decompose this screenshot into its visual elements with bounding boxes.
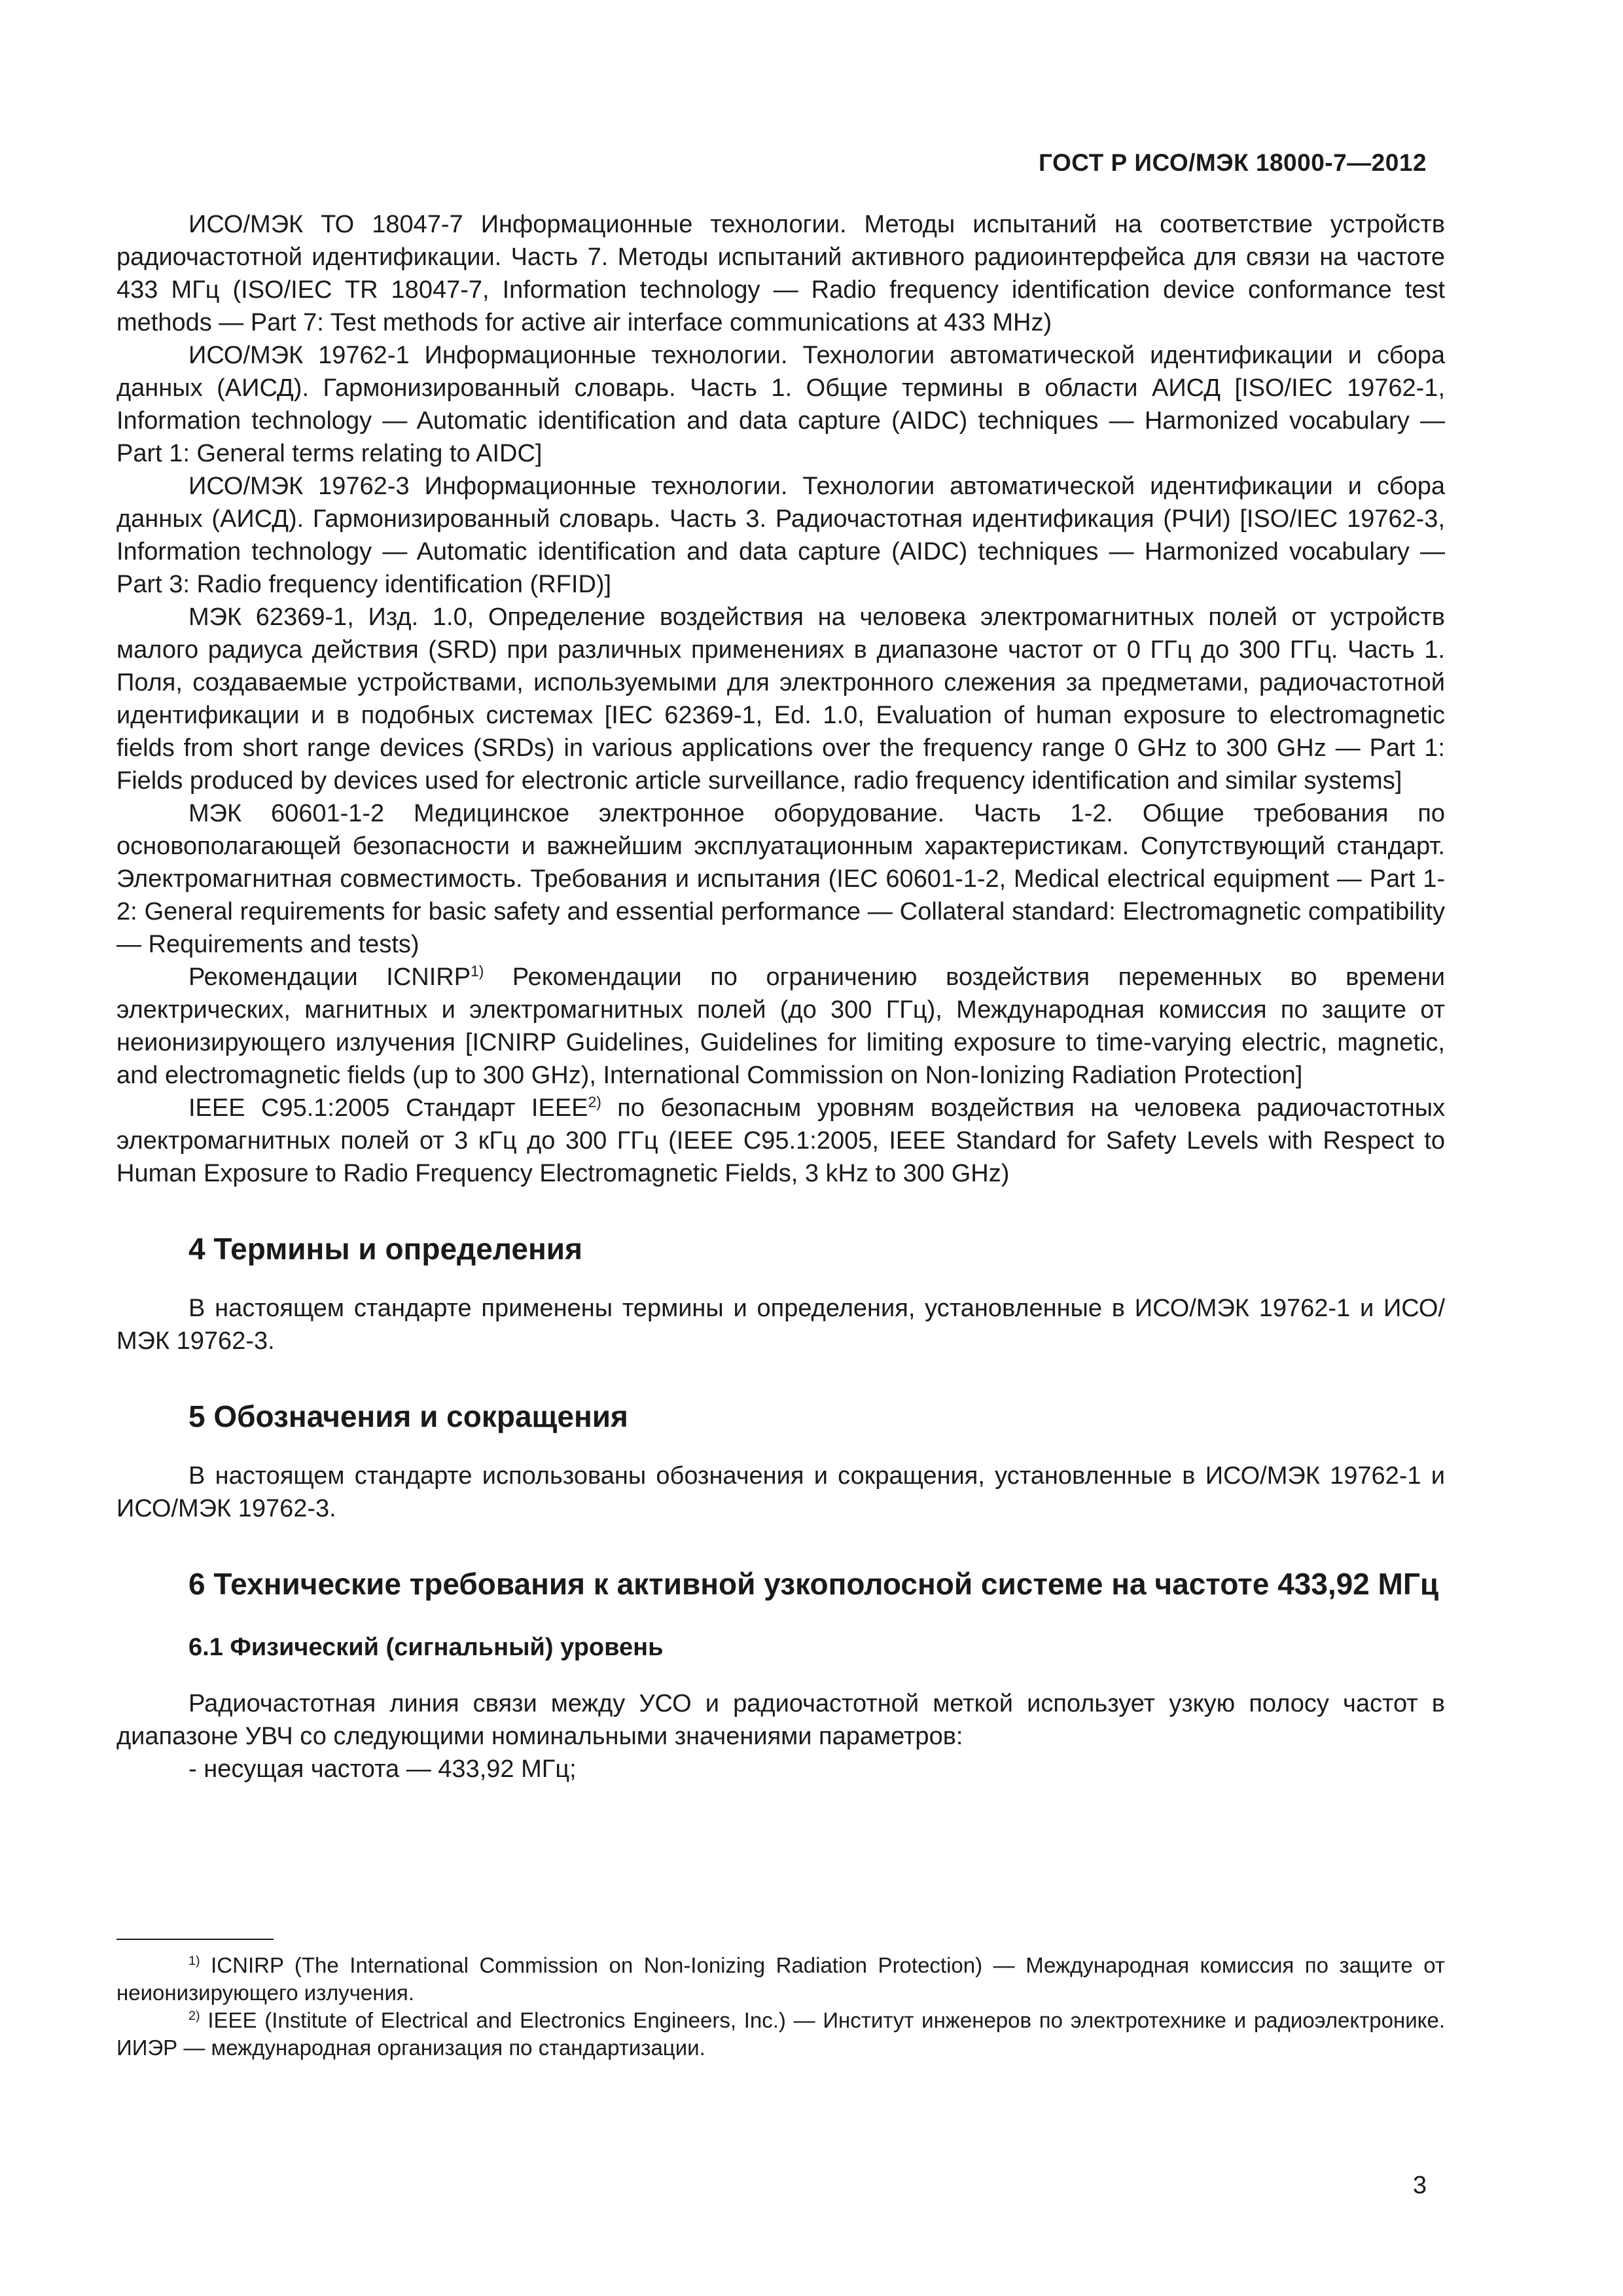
- reference-prefix: Рекомендации ICNIRP: [188, 963, 471, 991]
- section-heading: 4 Термины и определения: [188, 1232, 582, 1266]
- page-number: 3: [1412, 2172, 1427, 2199]
- reference-item: МЭК 60601-1-2 Медицинское электронное оборудование. Часть 1-2. Общие требования по основополагающей безопасности и важнейшим эксплуатационным характеристикам. Сопутствующий стандарт. Электромагнитная совместимость. Требования и испытания (IEC 60601-1-2, Medical electrical equipment — Part 1-2: General requirements for basic safety and essential performance — Collateral standard: Electromagnetic compatibility — Requirements and tests): [116, 800, 1445, 958]
- main-content: [116, 208, 1445, 1785]
- reference-item: ИСО/МЭК 19762-3 Информационные технологии. Технологии автоматической идентификации и сбора данных (АИСД). Гармонизированный словарь. Часть 3. Радиочастотная идентификация (РЧИ) [ISO/IEC 19762-3, Information technology — Automatic identification and data capture (AIDC) techniques — Harmonized vocabulary — Part 3: Radio frequency identification (RFID)]: [116, 473, 1445, 598]
- subsection-heading: 6.1 Физический (сигнальный) уровень: [188, 1634, 664, 1661]
- footnote-marker: 1): [471, 962, 484, 980]
- footnote-text: IEEE (Institute of Electrical and Electronics Engineers, Inc.) — Институт инженеров по электротехнике и радиоэлектронике. ИИЭР — международная организация по стандартизации.: [116, 2008, 1445, 2060]
- list-item: - несущая частота — 433,92 МГц;: [188, 1755, 577, 1783]
- reference-suffix: по безопасным уровням воздействия на человека радиочастотных электромагнитных полей от 3 кГц до 300 ГГц (IEEE C95.1:2005, IEEE Standard for Safety Levels with Respect to Human Exposure to Radio Frequency Electromagnetic Fields, 3 kHz to 300 GHz): [116, 1094, 1446, 1187]
- reference-item: ИСО/МЭК 19762-1 Информационные технологии. Технологии автоматической идентификации и сбора данных (АИСД). Гармонизированный словарь. Часть 1. Общие термины в области АИСД [ISO/IEC 19762-1, Information technology — Automatic identification and data capture (AIDC) techniques — Harmonized vocabulary — Part 1: General terms relating to AIDC]: [116, 342, 1445, 467]
- section-paragraph: Радиочастотная линия связи между УСО и радиочастотной меткой использует узкую полосу частот в диапазоне УВЧ со следующими номинальными значениями параметров:: [116, 1690, 1445, 1750]
- footnote: [116, 2007, 1445, 2062]
- footnote-text: ICNIRP (The International Commission on Non-Ionizing Radiation Protection) — Международная комиссия по защите от неионизирующего излучения.: [116, 1953, 1445, 2005]
- reference-item: МЭК 62369-1, Изд. 1.0, Определение воздействия на человека электромагнитных полей от устройств малого радиуса действия (SRD) при различных применениях в диапазоне частот от 0 ГГц до 300 ГГц. Часть 1. Поля, создаваемые устройствами, используемыми для электронного слежения за предметами, радиочастотной идентификации и в подобных системах [IEC 62369-1, Ed. 1.0, Evaluation of human exposure to electromagnetic fields from short range devices (SRDs) in various applications over the frequency range 0 GHz to 300 GHz — Part 1: Fields produced by devices used for electronic article surveillance, radio frequency identification and similar systems]: [116, 603, 1445, 795]
- footnote-divider: [116, 1939, 274, 1940]
- reference-item: [116, 1092, 1445, 1190]
- footnote: [116, 1952, 1445, 2007]
- reference-suffix: Рекомендации по ограничению воздействия переменных во времени электрических, магнитных и электромагнитных полей (до 300 ГГц), Международная комиссия по защите от неионизирующего излучения [ICNIRP Guidelines, Guidelines for limiting exposure to time-varying electric, magnetic, and electromagnetic fields (up to 300 GHz), International Commission on Non-Ionizing Radiation Protection]: [116, 963, 1446, 1089]
- section-heading: 5 Обозначения и сокращения: [188, 1399, 628, 1433]
- reference-prefix: IEEE C95.1:2005 Стандарт IEEE: [188, 1094, 588, 1122]
- document-id-header: ГОСТ Р ИСО/МЭК 18000-7—2012: [1039, 149, 1427, 176]
- reference-item: [116, 961, 1445, 1092]
- section-paragraph: В настоящем стандарте применены термины и определения, установленные в ИСО/МЭК 19762-1 и ИСО/МЭК 19762-3.: [116, 1295, 1445, 1355]
- reference-item: ИСО/МЭК ТО 18047-7 Информационные технологии. Методы испытаний на соответствие устройств радиочастотной идентификации. Часть 7. Методы испытаний активного радиоинтерфейса для связи на частоте 433 МГц (ISO/IEC TR 18047-7, Information technology — Radio frequency identification device conformance test methods — Part 7: Test methods for active air interface communications at 433 MHz): [116, 211, 1445, 336]
- footnotes: [116, 1939, 1445, 2062]
- section-paragraph: В настоящем стандарте использованы обозначения и сокращения, установленные в ИСО/МЭК 19762-1 и ИСО/МЭК 19762-3.: [116, 1462, 1445, 1522]
- footnote-marker: 2): [588, 1093, 601, 1111]
- section-heading: 6 Технические требования к активной узкополосной системе на частоте 433,92 МГц: [188, 1567, 1439, 1601]
- footnote-marker: 1): [188, 1954, 200, 1968]
- footnote-marker: 2): [188, 2009, 200, 2023]
